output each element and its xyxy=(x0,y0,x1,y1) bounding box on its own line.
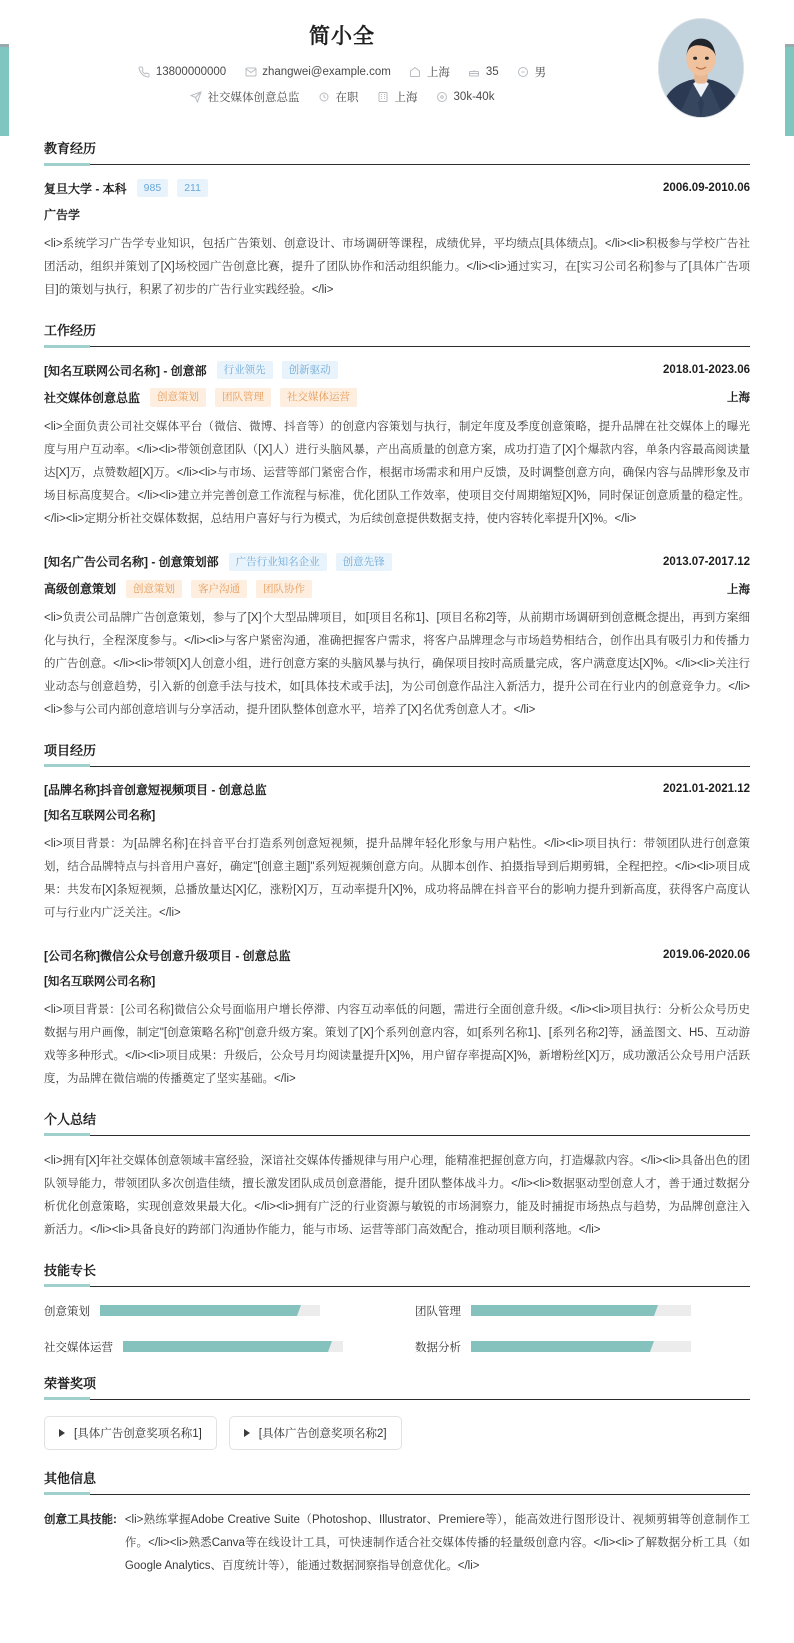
work-entry xyxy=(44,553,750,722)
skill-progress-track xyxy=(471,1341,691,1352)
project-entry-header xyxy=(44,947,750,964)
education-school: 复旦大学 - 本科 xyxy=(44,181,127,196)
skill-item xyxy=(415,1339,750,1355)
work-description: <li>全面负责公司社交媒体平台（微信、微博、抖音等）的创意内容策划与执行，制定年度及季度创意策略，提升品牌在社交媒体上的曝光度与用户互动率。</li><li>带领创意团队（[X]人）进行头脑风暴，产出高质量的创意方案，成功打造了[X]个爆款内容，单条内容最高阅读量达[X]万，点赞数超[X]万。</li><li>与市场、运营等部门紧密合作，根据市场需求和用户反馈，及时调整创意方向，确保内容与品牌形象及市场目标高度契合。</li><li>建立并完善创意工作流程与标准，优化团队工作效率，使项目交付周期缩短[X]%，同时保证创意质量的稳定性。</li><li>定期分析社交媒体数据，总结用户喜好与行为模式，为后续创意提供数据支持，使内容转化率提升[X]%。</li> xyxy=(44,420,750,525)
section-summary xyxy=(44,1109,750,1242)
work-company-tag: 广告行业知名企业 xyxy=(229,553,327,571)
work-location: 上海 xyxy=(727,392,750,405)
section-title-awards: 荣誉奖项 xyxy=(44,1373,750,1400)
right-accent-bar xyxy=(785,44,794,136)
education-entry-header xyxy=(44,179,750,197)
work-position: 社交媒体创意总监 xyxy=(44,390,141,405)
contact-work-city xyxy=(377,89,418,105)
contact-phone-text: 13800000000 xyxy=(155,66,227,78)
project-description: <li>项目背景：[公司名称]微信公众号面临用户增长停滞、内容互动率低的问题，需进行全面创意升级。</li><li>项目执行：分析公众号历史数据与用户画像，制定"[创意策略名称]"创意升级方案。策划了[X]个系列创意内容，如[系列名称1]、[系列名称2]等，涵盖图文、H5、互动游戏等多种形式。</li><li>项目成果：升级后，公众号月均阅读量提升[X]%，用户留存率提高[X]%，新增粉丝[X]万，成功激活公众号用户活跃度，为品牌在微信端的传播奠定了坚实基础。</li> xyxy=(44,1003,750,1085)
resume-header xyxy=(44,0,750,120)
section-title-skills: 技能专长 xyxy=(44,1260,750,1287)
contact-row-primary xyxy=(44,64,640,80)
work-company-tag: 行业领先 xyxy=(217,361,273,379)
section-skills xyxy=(44,1260,750,1355)
summary-description: <li>拥有[X]年社交媒体创意领域丰富经验，深谙社交媒体传播规律与用户心理，能精准把握创意方向，打造爆款内容。</li><li>具备出色的团队领导能力，带领团队多次创造佳绩，擅长激发团队成员创意潜能，提升团队整体战斗力。</li><li>数据驱动型创意人才，善于通过数据分析优化创意策略，实现创意效果最大化。</li><li>拥有广泛的行业资源与敏锐的市场洞察力，能及时捕捉市场热点与趋势，为品牌创意注入新活力。</li><li>具备良好的跨部门沟通协作能力，能与市场、运营等部门高效配合，推动项目顺利落地。</li> xyxy=(44,1154,750,1236)
work-skill-tag: 创意策划 xyxy=(150,388,206,406)
project-date: 2021.01-2021.12 xyxy=(663,783,750,796)
contact-salary xyxy=(436,91,495,104)
left-accent-bar xyxy=(0,44,9,136)
page-title: 简小全 xyxy=(309,25,375,48)
skill-item xyxy=(44,1303,379,1319)
award-item[interactable] xyxy=(44,1416,217,1450)
project-entry xyxy=(44,781,750,925)
work-skill-tag: 社交媒体运营 xyxy=(280,388,357,406)
section-awards xyxy=(44,1373,750,1450)
work-position: 高级创意策划 xyxy=(44,582,117,597)
avatar xyxy=(658,18,744,118)
contact-gender-text: 男 xyxy=(534,67,547,79)
work-company: [知名广告公司名称] - 创意策划部 xyxy=(44,555,219,570)
project-date: 2019.06-2020.06 xyxy=(663,949,750,962)
section-project xyxy=(44,740,750,1091)
section-title-summary: 个人总结 xyxy=(44,1109,750,1136)
work-company-tag: 创新驱动 xyxy=(282,361,338,379)
education-entry xyxy=(44,179,750,302)
work-company: [知名互联网公司名称] - 创意部 xyxy=(44,363,207,378)
project-description: <li>项目背景：为[品牌名称]在抖音平台打造系列创意短视频，提升品牌年轻化形象与用户粘性。</li><li>项目执行：带领团队进行创意策划，结合品牌特点与抖音用户喜好，确定"[创意主题]"系列短视频创意方向。从脚本创作、拍摄指导到后期剪辑，全程把控。</li><li>项目成果：共发布[X]条短视频，总播放量达[X]亿，涨粉[X]万，互动率提升[X]%，成功将品牌在抖音平台的影响力提升到新高度，获得客户高度认可与行业内广泛关注。</li> xyxy=(44,837,750,919)
section-other xyxy=(44,1468,750,1596)
education-major: 广告学 xyxy=(44,208,81,223)
other-info-label: 创意工具技能: xyxy=(44,1513,117,1526)
skill-progress-track xyxy=(100,1305,320,1316)
skill-item xyxy=(415,1303,750,1319)
contact-info xyxy=(44,64,750,105)
gender-icon xyxy=(517,66,530,79)
project-name: [公司名称]微信公众号创意升级项目 - 创意总监 xyxy=(44,948,291,963)
contact-row-secondary xyxy=(44,89,640,105)
contact-job-status xyxy=(318,89,359,105)
other-info-value: <li>熟练掌握Adobe Creative Suite（Photoshop、Illustrator、Premiere等），能高效进行图形设计、视频剪辑等创意制作工作。</li><li>熟悉Canva等在线设计工具，可快速制作适合社交媒体传播的轻量级创意内容。</li><li>了解数据分析工具（如Google Analytics、百度统计等），能通过数据洞察指导创意优化。</li> xyxy=(124,1513,750,1572)
contact-job-status-text: 在职 xyxy=(335,92,359,104)
contact-age xyxy=(468,66,499,79)
contact-email-text: zhangwei@example.com xyxy=(262,66,391,78)
coin-icon xyxy=(436,91,449,104)
award-item[interactable] xyxy=(229,1416,402,1450)
education-tag: 211 xyxy=(177,179,208,197)
work-entry-subheader xyxy=(44,388,750,406)
skill-label: 社交媒体运营 xyxy=(44,1341,113,1354)
mail-icon xyxy=(244,66,257,79)
skill-label: 数据分析 xyxy=(415,1341,461,1354)
other-info-row xyxy=(44,1509,750,1578)
play-triangle-icon xyxy=(59,1429,65,1437)
section-title-education: 教育经历 xyxy=(44,138,750,165)
paper-plane-icon xyxy=(190,91,203,104)
project-company: [知名互联网公司名称] xyxy=(44,975,156,988)
contact-email xyxy=(244,66,391,79)
project-company: [知名互联网公司名称] xyxy=(44,809,156,822)
section-title-project: 项目经历 xyxy=(44,740,750,767)
work-description: <li>负责公司品牌广告创意策划，参与了[X]个大型品牌项目，如[项目名称1]、[项目名称2]等，从前期市场调研到创意概念提出，再到方案细化与执行，全程深度参与。</li><li>与客户紧密沟通，准确把握客户需求，将客户品牌理念与市场趋势相结合，创作出具有吸引力和传播力的广告创意。</li><li>带领[X]人创意小组，进行创意方案的头脑风暴与执行，确保项目按时高质量完成，客户满意度达[X]%。</li><li>关注行业动态与创意趋势，引入新的创意手法与技术，如[具体技术或手法]，为公司创意作品注入新活力，提升公司在行业内的创意竞争力。</li><li>参与公司内部创意培训与分享活动，提升团队整体创意水平，培养了[X]名优秀创意人才。</li> xyxy=(44,611,750,716)
skill-progress-fill xyxy=(471,1341,647,1352)
skill-progress-fill xyxy=(123,1341,325,1352)
work-date: 2018.01-2023.06 xyxy=(663,364,750,377)
skill-progress-track xyxy=(123,1341,343,1352)
skill-progress-fill xyxy=(100,1305,294,1316)
work-entry-header xyxy=(44,553,750,571)
work-skill-tag: 客户沟通 xyxy=(191,580,247,598)
status-icon xyxy=(318,91,331,104)
home-icon xyxy=(409,66,422,79)
work-location: 上海 xyxy=(727,583,750,596)
work-entry xyxy=(44,361,750,530)
skill-item xyxy=(44,1339,379,1355)
section-work xyxy=(44,320,750,722)
work-date: 2013.07-2017.12 xyxy=(663,555,750,568)
education-tag: 985 xyxy=(137,179,169,197)
work-skill-tag: 团队协作 xyxy=(256,580,312,598)
contact-work-city-text: 上海 xyxy=(394,92,418,104)
skill-progress-fill xyxy=(471,1305,651,1316)
section-title-work: 工作经历 xyxy=(44,320,750,347)
section-education xyxy=(44,138,750,302)
play-triangle-icon xyxy=(244,1429,250,1437)
education-date: 2006.09-2010.06 xyxy=(663,182,750,195)
cake-icon xyxy=(468,66,481,79)
contact-target-position xyxy=(190,89,300,105)
contact-city xyxy=(409,64,450,80)
skill-label: 创意策划 xyxy=(44,1305,90,1318)
contact-age-text: 35 xyxy=(485,66,499,78)
project-name: [品牌名称]抖音创意短视频项目 - 创意总监 xyxy=(44,782,267,797)
contact-gender xyxy=(517,64,547,80)
contact-city-text: 上海 xyxy=(426,67,450,79)
work-skill-tag: 团队管理 xyxy=(215,388,271,406)
award-label: [具体广告创意奖项名称1] xyxy=(74,1427,202,1440)
phone-icon xyxy=(138,66,151,79)
awards-list xyxy=(44,1414,750,1450)
skills-grid xyxy=(44,1301,750,1355)
project-entry xyxy=(44,947,750,1091)
work-entry-subheader xyxy=(44,580,750,598)
work-entry-header xyxy=(44,361,750,379)
skill-label: 团队管理 xyxy=(415,1305,461,1318)
contact-target-position-text: 社交媒体创意总监 xyxy=(207,92,300,104)
award-label: [具体广告创意奖项名称2] xyxy=(258,1427,387,1440)
work-company-tag: 创意先锋 xyxy=(336,553,392,571)
project-entry-header xyxy=(44,781,750,798)
section-title-other: 其他信息 xyxy=(44,1468,750,1495)
contact-salary-text: 30k-40k xyxy=(453,91,495,103)
work-skill-tag: 创意策划 xyxy=(126,580,182,598)
building-icon xyxy=(377,91,390,104)
contact-phone xyxy=(138,66,226,79)
education-description: <li>系统学习广告学专业知识，包括广告策划、创意设计、市场调研等课程，成绩优异，平均绩点[具体绩点]。</li><li>积极参与学校广告社团活动，组织并策划了[X]场校园广告创意比赛，提升了团队协作和活动组织能力。</li><li>通过实习，在[实习公司名称]参与了[具体广告项目]的策划与执行，积累了初步的广告行业实践经验。</li> xyxy=(44,238,750,297)
skill-progress-track xyxy=(471,1305,691,1316)
